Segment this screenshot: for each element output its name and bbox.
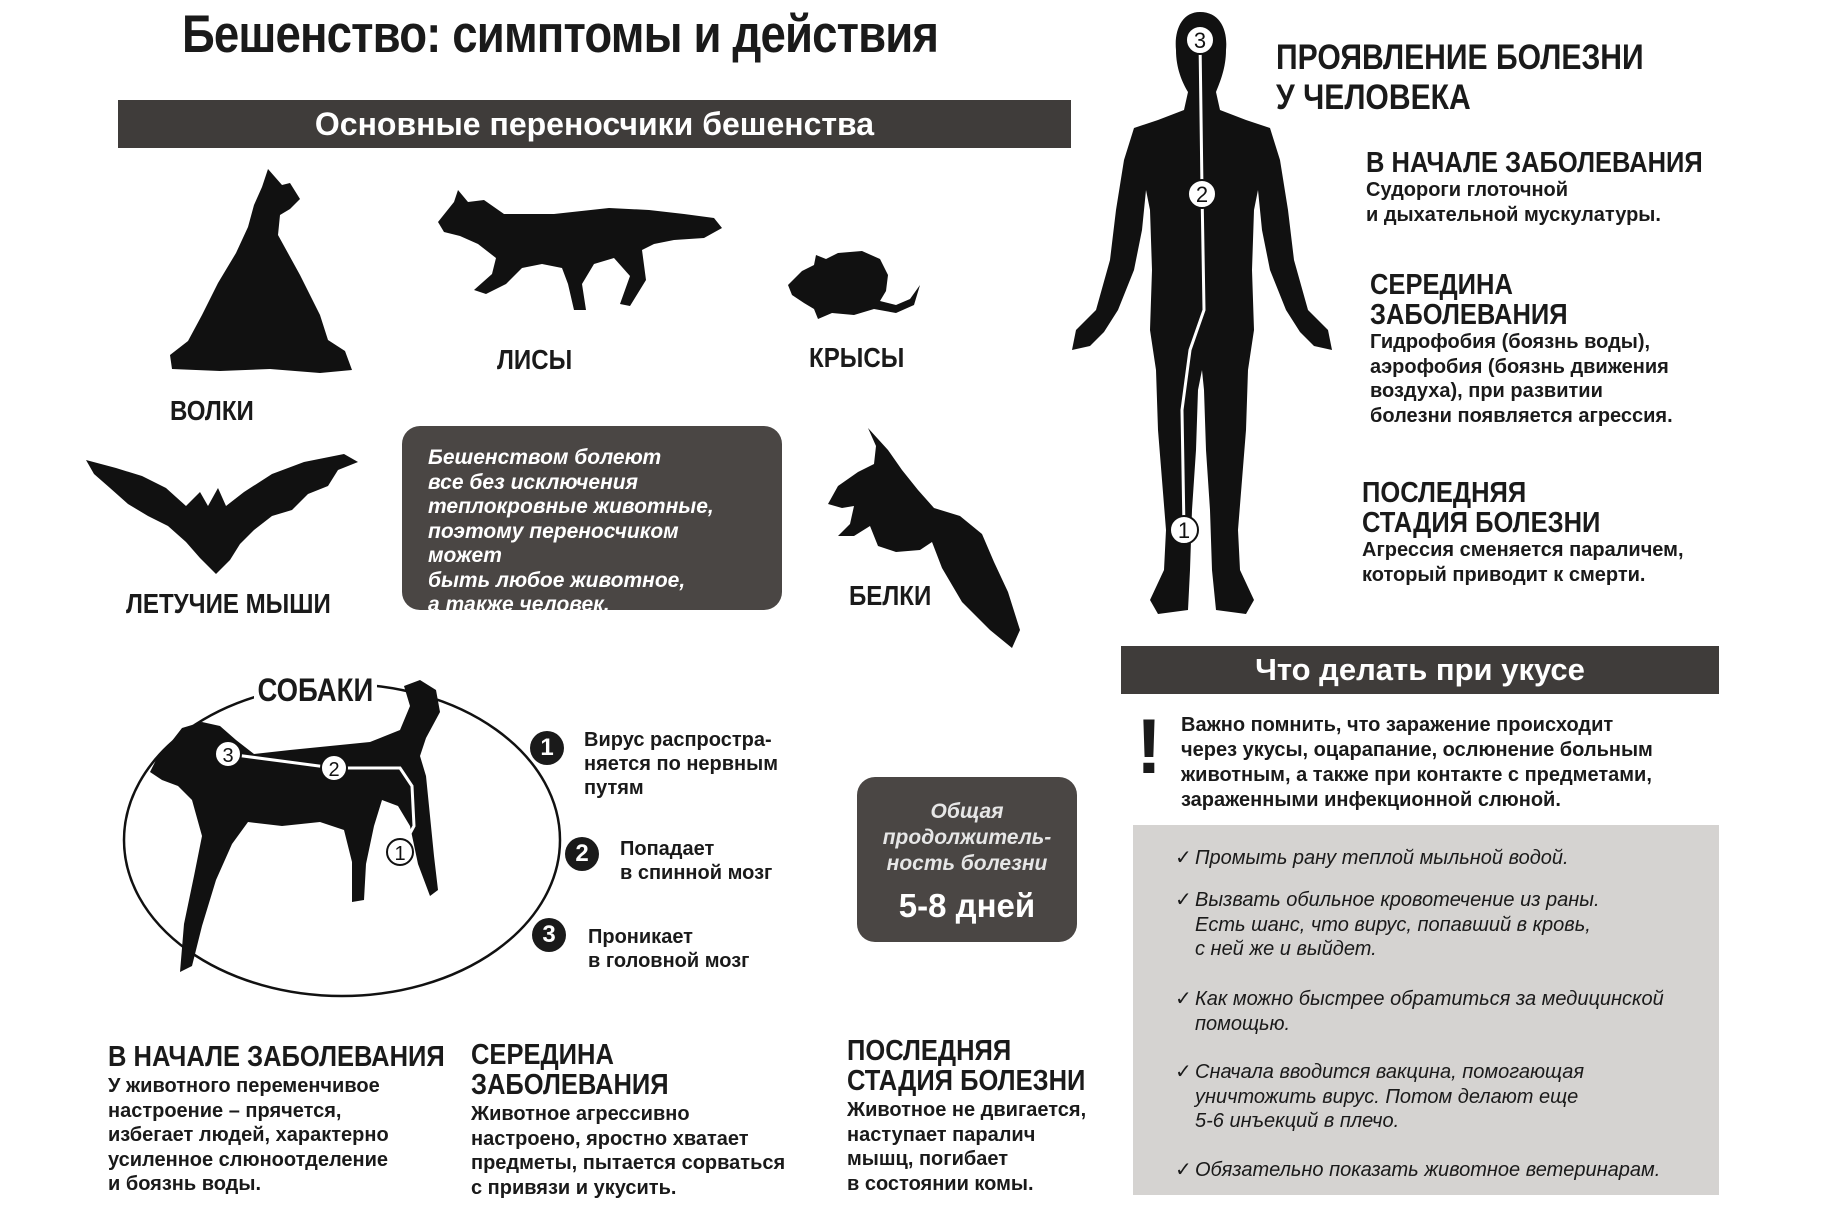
stage-line: который приводит к смерти.: [1362, 563, 1646, 586]
info-line: поэтому переносчиком может: [428, 519, 679, 567]
action-line: Промыть рану теплой мыльной водой.: [1195, 847, 1569, 869]
step-text-1: [584, 728, 778, 800]
stage-title: СТАДИЯ БОЛЕЗНИ: [847, 1065, 1086, 1097]
check-icon: ✓: [1175, 1159, 1192, 1181]
stage-line: и дыхательной мускулатуры.: [1366, 203, 1661, 226]
label-wolves: ВОЛКИ: [170, 395, 254, 426]
info-line: все без исключения: [428, 470, 638, 494]
page-title: Бешенство: симптомы и действия: [182, 5, 939, 64]
step-line: Попадает: [620, 838, 715, 860]
bite-header: Что делать при укусе: [1121, 646, 1719, 694]
step-line: Проникает: [588, 926, 693, 948]
bat-icon: [82, 448, 362, 578]
action-item: [1175, 1060, 1585, 1134]
stage-title: СЕРЕДИНА: [1370, 269, 1513, 301]
action-item: [1175, 987, 1664, 1036]
stage-line: Судороги глоточной: [1366, 179, 1569, 201]
stage-line: Животное агрессивно: [471, 1103, 690, 1125]
warning-text: [1181, 713, 1653, 813]
dog-diagram: [120, 676, 570, 1001]
label-foxes: ЛИСЫ: [497, 344, 573, 375]
stage-title: В НАЧАЛЕ ЗАБОЛЕВАНИЯ: [1366, 147, 1703, 179]
label-squirrels: БЕЛКИ: [849, 580, 932, 611]
label-bats: ЛЕТУЧИЕ МЫШИ: [126, 588, 331, 619]
action-item: [1175, 846, 1569, 871]
warning-line: Важно помнить, что заражение происходит: [1181, 714, 1614, 736]
dogs-label: СОБАКИ: [254, 672, 377, 709]
check-icon: ✓: [1175, 889, 1192, 911]
duration-value: 5-8 дней: [898, 887, 1036, 924]
stage-title: В НАЧАЛЕ ЗАБОЛЕВАНИЯ: [108, 1041, 445, 1073]
human-title-line: ПРОЯВЛЕНИЕ БОЛЕЗНИ: [1276, 38, 1644, 77]
dog-stage-early: [108, 1042, 491, 1197]
carriers-header: Основные переносчики бешенства: [118, 100, 1071, 148]
label-rats: КРЫСЫ: [809, 342, 905, 373]
step-badge-3: 3: [532, 918, 566, 952]
check-icon: ✓: [1175, 988, 1192, 1010]
stage-line: усиленное слюноотделение: [108, 1148, 388, 1171]
stage-line: мышц, погибает: [847, 1148, 1009, 1170]
step-line: путям: [584, 777, 644, 799]
fox-icon: [434, 188, 724, 318]
stage-title: ПОСЛЕДНЯЯ: [1362, 477, 1527, 509]
duration-label-line: Общая: [930, 800, 1004, 823]
step-line: в спинной мозг: [620, 862, 773, 884]
human-point-1: 1: [1177, 518, 1191, 543]
duration-label-line: продолжитель-: [882, 826, 1052, 849]
action-line: уничтожить вирус. Потом делают еще: [1195, 1085, 1579, 1108]
stage-line: настроено, яростно хватает: [471, 1127, 749, 1150]
check-icon: ✓: [1175, 1061, 1192, 1083]
warning-line: через укусы, оцарапание, ослюнение больным: [1181, 739, 1653, 761]
action-item: [1175, 888, 1600, 962]
step-badge-1: 1: [530, 731, 564, 765]
action-line: Сначала вводится вакцина, помогающая: [1195, 1061, 1585, 1083]
squirrel-icon: [824, 424, 1024, 654]
dog-stage-middle: [471, 1040, 785, 1200]
stage-line: Животное не двигается,: [847, 1099, 1087, 1121]
stage-line: Гидрофобия (боязнь воды),: [1370, 331, 1651, 353]
stage-line: в состоянии комы.: [847, 1172, 1034, 1195]
stage-line: болезни появляется агрессия.: [1370, 404, 1673, 427]
stage-line: и боязнь воды.: [108, 1173, 262, 1195]
stage-line: с привязи и укусить.: [471, 1176, 677, 1199]
action-line: Как можно быстрее обратиться за медицинской: [1195, 988, 1664, 1010]
action-item: [1175, 1158, 1661, 1183]
stage-line: воздуха), при развитии: [1370, 380, 1603, 402]
duration-label-line: ность болезни: [886, 852, 1048, 875]
dog-point-1: 1: [394, 843, 406, 865]
info-line: Бешенством болеют: [428, 446, 662, 469]
stage-line: предметы, пытается сорваться: [471, 1152, 786, 1174]
stage-title: ЗАБОЛЕВАНИЯ: [1370, 299, 1568, 331]
actions-panel: [1133, 825, 1719, 1195]
info-line: теплокровные животные,: [428, 495, 714, 518]
warning-line: животным, а также при контакте с предметами,: [1181, 764, 1652, 786]
wolf-icon: [150, 165, 390, 385]
stage-line: Агрессия сменяется параличем,: [1362, 539, 1684, 561]
duration-box: [857, 777, 1077, 942]
action-line: Обязательно показать животное ветеринарам.: [1195, 1159, 1661, 1181]
dog-stage-last: [847, 1036, 1118, 1196]
check-icon: ✓: [1175, 847, 1192, 869]
action-line: с ней же и выйдет.: [1195, 938, 1377, 960]
stage-line: наступает паралич: [847, 1123, 1036, 1146]
dog-point-2: 2: [328, 759, 340, 781]
action-line: Вызвать обильное кровотечение из раны.: [1195, 889, 1600, 911]
warning-line: зараженными инфекционной слюной.: [1181, 789, 1561, 811]
stage-title: СТАДИЯ БОЛЕЗНИ: [1362, 507, 1601, 539]
warning-icon: !: [1136, 702, 1162, 790]
action-line: 5-6 инъекций в плечо.: [1195, 1110, 1400, 1132]
human-title-line: У ЧЕЛОВЕКА: [1276, 78, 1471, 117]
stage-line: избегает людей, характерно: [108, 1124, 389, 1146]
info-line: а также человек.: [428, 593, 610, 616]
stage-line: У животного переменчивое: [108, 1075, 380, 1097]
step-line: Вирус распростра-: [584, 729, 772, 751]
step-line: няется по нервным: [584, 753, 779, 775]
dog-point-3: 3: [222, 745, 234, 767]
rat-icon: [784, 245, 924, 325]
stage-line: настроение – прячется,: [108, 1099, 342, 1122]
duration-label: [857, 799, 1077, 877]
human-point-3: 3: [1193, 28, 1207, 53]
step-text-2: [620, 837, 772, 885]
step-text-3: [588, 925, 750, 973]
stage-title: СЕРЕДИНА: [471, 1039, 614, 1071]
step-badge-2: 2: [565, 837, 599, 871]
dog-icon: [150, 680, 440, 972]
stage-line: аэрофобия (боязнь движения: [1370, 355, 1669, 378]
human-stage-early: [1366, 148, 1749, 227]
human-stage-middle: [1370, 270, 1673, 428]
human-point-2: 2: [1195, 182, 1209, 207]
human-stage-last: [1362, 478, 1684, 587]
stage-title: ПОСЛЕДНЯЯ: [847, 1035, 1012, 1067]
action-line: Есть шанс, что вирус, попавший в кровь,: [1195, 913, 1591, 936]
action-line: помощью.: [1195, 1012, 1291, 1035]
human-section-title: [1276, 38, 1644, 118]
stage-title: ЗАБОЛЕВАНИЯ: [471, 1069, 669, 1101]
info-line: быть любое животное,: [428, 568, 686, 592]
step-line: в головной мозг: [588, 950, 750, 972]
info-box: [402, 426, 782, 616]
